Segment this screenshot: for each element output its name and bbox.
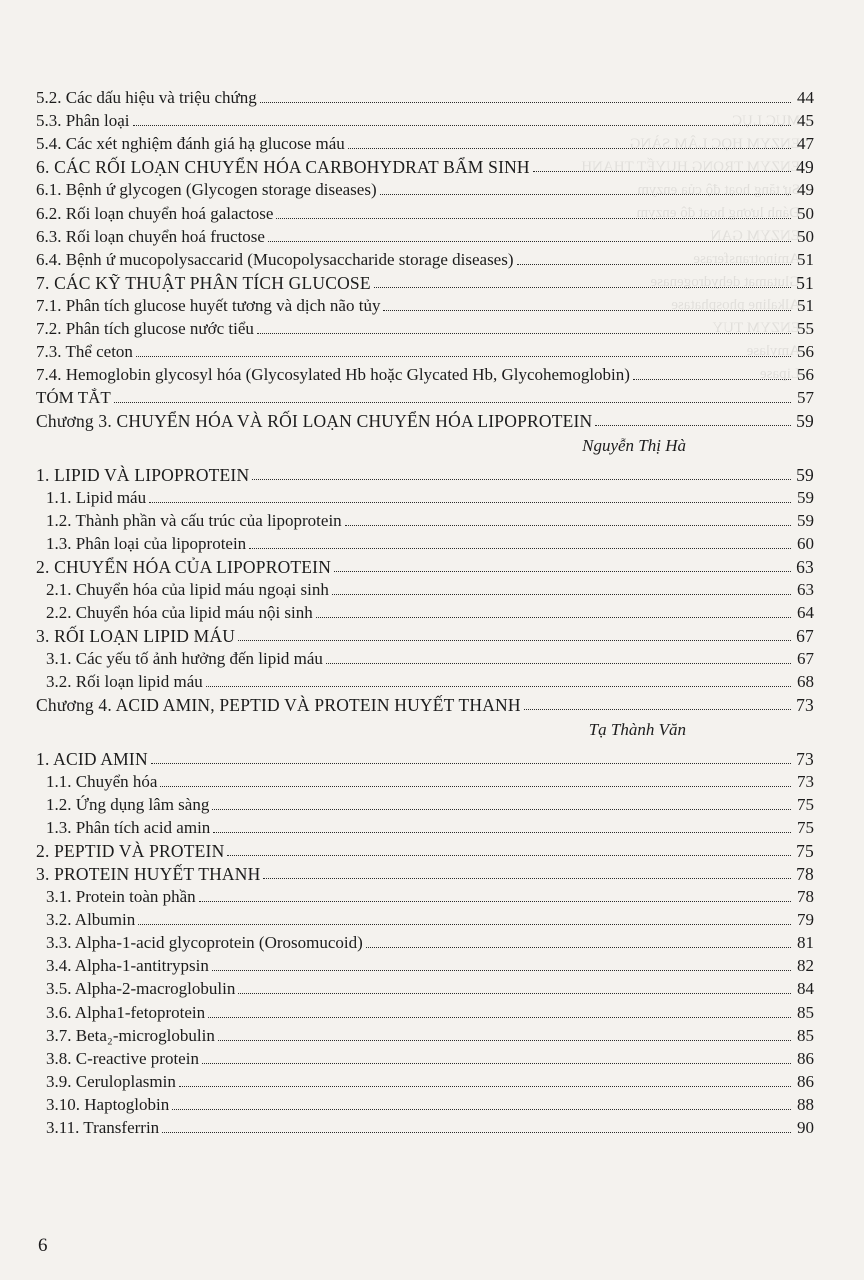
toc-page-number: 63 [796,556,814,577]
toc-page-number: 90 [797,1118,814,1138]
dot-leader [149,502,791,503]
toc-entry-label: Chương 4. ACID AMIN, PEPTID VÀ PROTEIN HUYẾT THANH [36,695,521,716]
toc-entry-label: 1.3. Phân tích acid amin [46,817,211,837]
toc-entry-row [36,531,814,554]
toc-entry-label: 6.3. Rối loạn chuyển hoá fructose [36,226,265,246]
toc-entry-label: 3.1. Các yếu tố ảnh hưởng đến lipid máu [46,649,323,669]
toc-entry-row [36,1069,814,1092]
toc-entry-label: 6.1. Bệnh ứ glycogen (Glycogen storage diseases) [36,180,377,200]
toc-entry-label: 5.3. Phân loại [36,111,130,131]
dot-leader [227,855,791,856]
toc-entry-label: 3.9. Ceruloplasmin [46,1071,176,1091]
toc-entry-label: 6.2. Rối loạn chuyển hoá galactose [36,203,274,223]
toc-entry-label: TÓM TẮT [36,388,111,408]
toc-page-number: 82 [797,956,814,976]
dot-leader [172,1109,791,1110]
chapter-author: Tạ Thành Văn [588,720,686,740]
dot-leader [345,525,791,526]
dot-leader [136,356,791,357]
toc-entry-label: 3.10. Haptoglobin [46,1094,170,1114]
dot-leader [208,1017,791,1018]
toc-entry-row [36,224,814,247]
toc-page-number: 59 [796,411,814,432]
dot-leader [238,993,791,994]
chapter-author: Nguyễn Thị Hà [582,436,686,456]
toc-entry-label: 2.2. Chuyển hóa của lipid máu nội sinh [46,603,313,623]
toc-entry-label: 3. RỐI LOẠN LIPID MÁU [36,626,236,647]
toc-entry-row [36,508,814,531]
toc-entry-row [36,131,814,154]
toc-page-number: 51 [796,272,814,293]
toc-page-number: 75 [796,840,814,861]
toc-entry-row [36,884,814,907]
toc-page-number: 67 [797,649,814,669]
toc-entry-label: 3. PROTEIN HUYẾT THANH [36,864,261,884]
toc-entry-label: 1.1. Chuyển hóa [46,771,158,791]
toc-heading-row [36,692,814,715]
toc-entry-label: 7.3. Thể ceton [36,342,133,362]
toc-entry-row [36,177,814,200]
toc-entry-row [36,247,814,270]
page-number: 6 [38,1235,48,1256]
dot-leader [212,970,791,971]
dot-leader [332,594,791,595]
toc-entry-row [36,485,814,508]
toc-page-number: 73 [796,748,814,769]
toc-entry-label: 3.8. C-reactive protein [46,1048,199,1068]
toc-page-number: 49 [796,157,814,178]
toc-entry-label: 7.4. Hemoglobin glycosyl hóa (Glycosylated Hb hoặc Glycated Hb, Glycohemoglobin) [36,365,630,385]
dot-leader [212,809,791,810]
toc-heading-row [36,838,814,861]
toc-entry-row [36,577,814,600]
toc-page-number: 86 [797,1048,814,1068]
show-through-text: MỤC LỤC ENZYM HỌC LÂM SÀNG ENZYM TRONG HUYẾT THANH Sự tăng hoạt độ của enzym Đánh lượng hoạt độ enzym ENZYM GAN Aminotransferase Glutamat dehydrogenase Alkaline phosphatase ENZYM TỤY Amylase Lipase [581,113,800,382]
toc-entry-row [36,1092,814,1115]
toc-entry-row [36,907,814,930]
toc-entry-label: 1.1. Lipid máu [46,487,147,507]
toc-entry-row [36,1115,814,1138]
toc-heading-row [36,554,814,577]
toc-entry-label: 1. ACID AMIN [36,748,148,769]
toc-entry-label: 5.4. Các xét nghiệm đánh giá hạ glucose máu [36,134,345,154]
toc-entry-row [36,769,814,792]
toc-entry-label: 7. CÁC KỸ THUẬT PHÂN TÍCH GLUCOSE [36,272,371,293]
toc-entry-row [36,293,814,316]
toc-entry-row [36,200,814,223]
toc-page-number: 55 [797,319,814,339]
toc-page-number: 84 [797,979,814,999]
toc-page-number: 88 [797,1094,814,1114]
toc-page-number: 81 [797,933,814,953]
toc-entry-row [36,792,814,815]
dot-leader [380,194,791,195]
toc-page-number: 73 [797,771,814,791]
toc-entry-row [36,362,814,385]
dot-leader [218,1040,791,1041]
toc-page-number: 51 [797,249,814,269]
toc-entry-row [36,316,814,339]
toc-entry-label: 6.4. Bệnh ứ mucopolysaccarid (Mucopolysaccharide storage diseases) [36,249,514,269]
toc-entry-label: 1.2. Ứng dụng lâm sàng [46,794,210,814]
toc-entry-row [36,646,814,669]
toc-heading-row [36,154,814,177]
dot-leader [334,571,791,572]
toc-heading-row [36,408,814,431]
toc-entry-label: 5.2. Các dấu hiệu và triệu chứng [36,88,257,108]
dot-leader [633,379,791,380]
toc-page-number: 44 [797,88,814,108]
dot-leader [316,617,791,618]
toc-entry-row [36,930,814,953]
toc-page-number: 49 [797,180,814,200]
dot-leader [268,241,791,242]
dot-leader [138,924,791,925]
toc-page-number: 78 [796,864,814,884]
toc-heading-row [36,745,814,768]
toc-entry-row [36,953,814,976]
toc-entry-label: 3.4. Alpha-1-antitrypsin [46,956,209,976]
dot-leader [213,832,791,833]
toc-entry-label: 1.2. Thành phần và cấu trúc của lipoprotein [46,510,342,530]
toc-page-number: 85 [797,1025,814,1045]
toc-page-number: 47 [797,134,814,154]
toc-entry-label: 7.1. Phân tích glucose huyết tương và dịch não tủy [36,295,381,315]
dot-leader [517,264,791,265]
toc-entry-label: 3.2. Albumin [46,910,136,930]
toc-page-number: 50 [797,203,814,223]
dot-leader [533,171,791,172]
toc-page-number: 59 [797,510,814,530]
toc-entry-row [36,1023,814,1046]
dot-leader [238,640,791,641]
dot-leader [257,333,791,334]
dot-leader [151,763,791,764]
toc-page-number: 51 [797,295,814,315]
toc-entry-row [36,600,814,623]
toc-page-number: 45 [797,111,814,131]
dot-leader [276,218,791,219]
toc-entry-row [36,1046,814,1069]
toc-entry-label: 6. CÁC RỐI LOẠN CHUYỂN HÓA CARBOHYDRAT BẨM SINH [36,157,530,178]
toc-page-number: 59 [796,464,814,485]
toc-entry-row [36,669,814,692]
toc-entry-label: 3.5. Alpha-2-macroglobulin [46,979,236,999]
toc-entry-label: 3.7. Beta₂-microglobulin [46,1025,215,1045]
dot-leader [199,901,791,902]
toc-entry-label: 2.1. Chuyển hóa của lipid máu ngoại sinh [46,579,329,599]
toc-page-number: 79 [797,910,814,930]
toc-entry-row [36,108,814,131]
toc-entry-label: 3.2. Rối loạn lipid máu [46,672,203,692]
dot-leader [366,947,791,948]
dot-leader [263,878,791,879]
toc-entry-row [36,339,814,362]
toc-page-number: 64 [797,603,814,623]
dot-leader [114,402,791,403]
dot-leader [179,1086,791,1087]
dot-leader [252,479,791,480]
toc-page-number: 86 [797,1071,814,1091]
toc-entry-label: 1.3. Phân loại của lipoprotein [46,533,247,553]
toc-entry-label: 2. PEPTID VÀ PROTEIN [36,840,225,861]
toc-page-number: 67 [796,626,814,647]
toc-page-number: 68 [797,672,814,692]
toc-heading-row [36,623,814,646]
toc-page-number: 50 [797,226,814,246]
dot-leader [524,709,791,710]
toc-entry-row [36,385,814,408]
toc-heading-row [36,270,814,293]
toc-heading-row [36,861,814,884]
toc-entry-label: 7.2. Phân tích glucose nước tiểu [36,319,254,339]
dot-leader [348,148,791,149]
toc-page-number: 75 [797,794,814,814]
dot-leader [260,102,791,103]
toc-entry-row [36,976,814,999]
dot-leader [374,287,791,288]
toc-entry-label: Chương 3. CHUYỂN HÓA VÀ RỐI LOẠN CHUYỂN HÓA LIPOPROTEIN [36,411,593,432]
dot-leader [206,686,791,687]
toc-entry-row [36,999,814,1022]
table-of-contents [36,85,814,1138]
toc-entry-label: 3.11. Transferrin [46,1118,160,1138]
toc-page-number: 73 [796,695,814,716]
dot-leader [162,1132,791,1133]
toc-page-number: 78 [797,887,814,907]
toc-page-number: 56 [797,342,814,362]
toc-entry-label: 3.6. Alpha1-fetoprotein [46,1002,206,1022]
dot-leader [249,548,791,549]
toc-entry-label: 3.3. Alpha-1-acid glycoprotein (Orosomucoid) [46,933,363,953]
toc-page-number: 63 [797,579,814,599]
toc-entry-label: 3.1. Protein toàn phần [46,887,196,907]
toc-page-number: 56 [797,365,814,385]
toc-entry-label: 2. CHUYỂN HÓA CỦA LIPOPROTEIN [36,556,332,577]
toc-heading-row [36,461,814,484]
toc-entry-row [36,815,814,838]
toc-page-number: 85 [797,1002,814,1022]
toc-page-number: 60 [797,533,814,553]
toc-page-number: 75 [797,817,814,837]
toc-page-number: 59 [797,487,814,507]
toc-page-number: 57 [797,388,814,408]
dot-leader [595,425,791,426]
dot-leader [202,1063,791,1064]
dot-leader [160,786,791,787]
toc-entry-label: 1. LIPID VÀ LIPOPROTEIN [36,464,250,485]
dot-leader [326,663,791,664]
dot-leader [383,310,791,311]
toc-entry-row [36,85,814,108]
dot-leader [133,125,792,126]
